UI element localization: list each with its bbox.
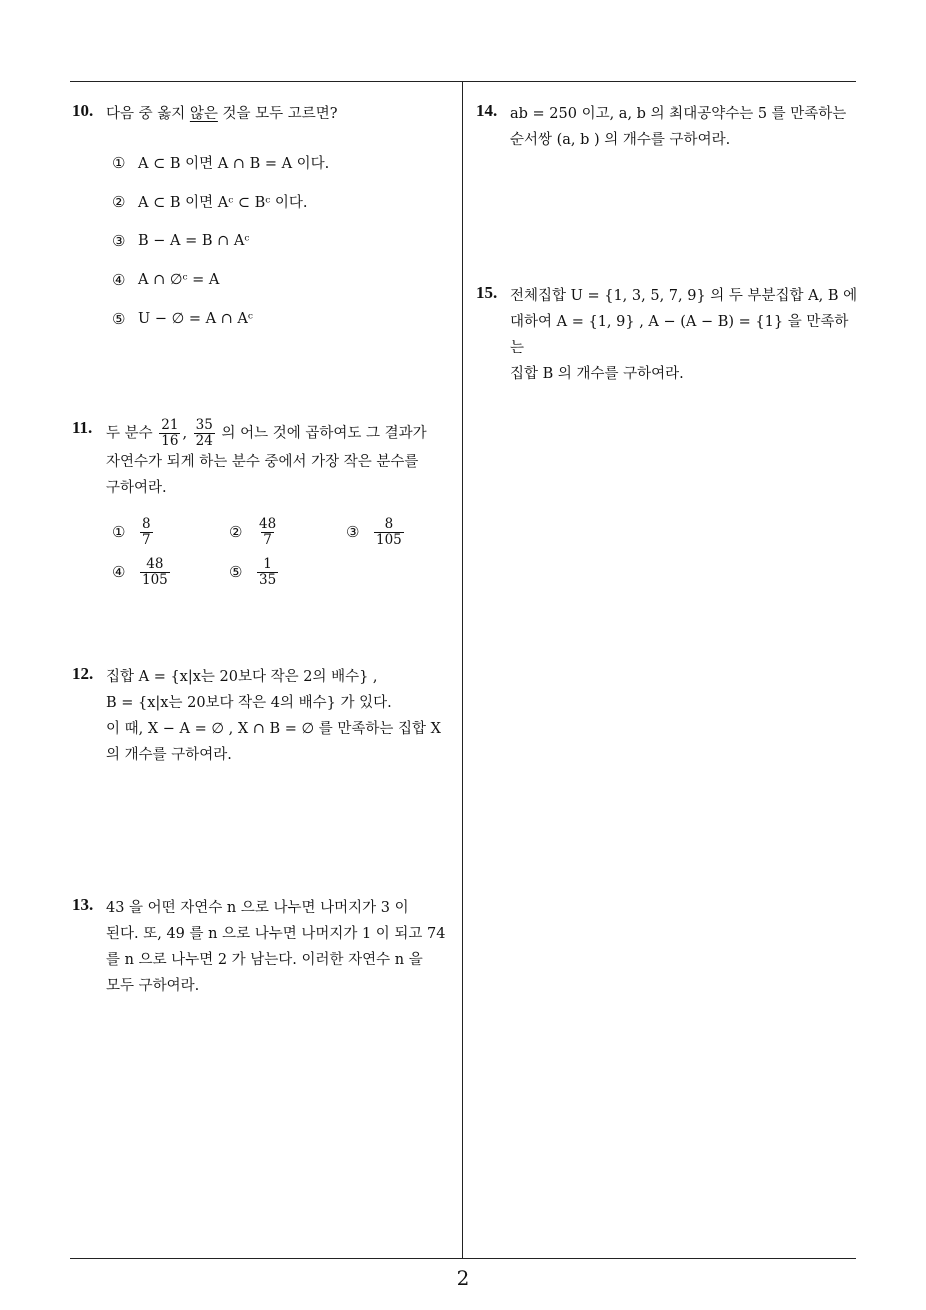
question-line-1: 전체집합 U = {1, 3, 5, 7, 9} 의 두 부분집합 A, B 에: [510, 288, 858, 304]
choice-3[interactable]: ③ $\frac{8}{105}$: [346, 515, 402, 548]
question-12: [72, 664, 457, 768]
question-line-4: 모두 구하여라.: [106, 978, 200, 994]
choice-3[interactable]: ③ B − A = B ∩ Aᶜ: [112, 231, 250, 250]
choice-list: [112, 143, 452, 338]
question-11: [72, 418, 452, 589]
choice-2[interactable]: ② A ⊂ B 이면 Aᶜ ⊂ Bᶜ 이다.: [112, 192, 308, 211]
choice-5[interactable]: ⑤ $\frac{1}{35}$: [229, 555, 277, 588]
question-line-3: 를 n 으로 나누면 2 가 남는다. 이러한 자연수 n 을: [106, 952, 423, 968]
question-line-4: 의 개수를 구하여라.: [106, 747, 232, 763]
choice-4[interactable]: ④ A ∩ ∅ᶜ = A: [112, 270, 220, 289]
question-line-1: ab = 250 이고, a, b 의 최대공약수는 5 를 만족하는: [510, 106, 847, 122]
question-line-3: 이 때, X − A = ∅ , X ∩ B = ∅ 를 만족하는 집합 X: [106, 721, 441, 737]
choice-1[interactable]: ① A ⊂ B 이면 A ∩ B = A 이다.: [112, 153, 330, 172]
question-13: [72, 895, 457, 999]
question-line-1: 43 을 어떤 자연수 n 으로 나누면 나머지가 3 이: [106, 900, 409, 916]
question-number: 12.: [72, 664, 94, 683]
choice-2[interactable]: ② $\frac{48}{7}$: [229, 515, 277, 548]
question-number: 11.: [72, 418, 93, 437]
question-14: [476, 101, 861, 153]
question-number: 10.: [72, 101, 94, 120]
choice-5[interactable]: ⑤ U − ∅ = A ∩ Aᶜ: [112, 309, 253, 328]
question-line-2: 대하여 A = {1, 9} , A − (A − B) = {1} 을 만족하는: [510, 314, 849, 356]
question-prompt-line-3: 구하여라.: [106, 480, 167, 496]
bottom-rule: [70, 1258, 856, 1259]
question-prompt: 다음 중 옳지 않은 것을 모두 고르면?: [106, 106, 338, 122]
question-line-1: 집합 A = {x|x는 20보다 작은 2의 배수} ,: [106, 669, 378, 685]
fraction-21-16: $\frac{21}{16}$: [161, 417, 179, 449]
question-number: 14.: [476, 101, 498, 120]
question-prompt-line-1: 두 분수 $\frac{21}{16}$ , $\frac{35}{24}$ 의 어느 것에 곱하여도 그 결과가: [106, 417, 427, 449]
choice-1[interactable]: ① $\frac{8}{7}$: [112, 515, 151, 548]
question-number: 13.: [72, 895, 94, 914]
top-rule: [70, 81, 856, 82]
question-line-3: 집합 B 의 개수를 구하여라.: [510, 366, 684, 382]
page-number: 2: [456, 1266, 470, 1290]
column-divider: [462, 82, 463, 1258]
underlined-word: 않은: [189, 106, 218, 122]
question-10: [72, 101, 452, 338]
choice-4[interactable]: ④ $\frac{48}{105}$: [112, 555, 168, 588]
question-prompt-line-2: 자연수가 되게 하는 분수 중에서 가장 작은 분수를: [106, 454, 419, 470]
question-line-2: 순서쌍 (a, b ) 의 개수를 구하여라.: [510, 132, 731, 148]
fraction-35-24: $\frac{35}{24}$: [195, 417, 213, 449]
choice-grid: [112, 515, 452, 589]
question-15: [476, 283, 861, 387]
question-line-2: 된다. 또, 49 를 n 으로 나누면 나머지가 1 이 되고 74: [106, 926, 446, 942]
question-line-2: B = {x|x는 20보다 작은 4의 배수} 가 있다.: [106, 695, 392, 711]
question-number: 15.: [476, 283, 498, 302]
